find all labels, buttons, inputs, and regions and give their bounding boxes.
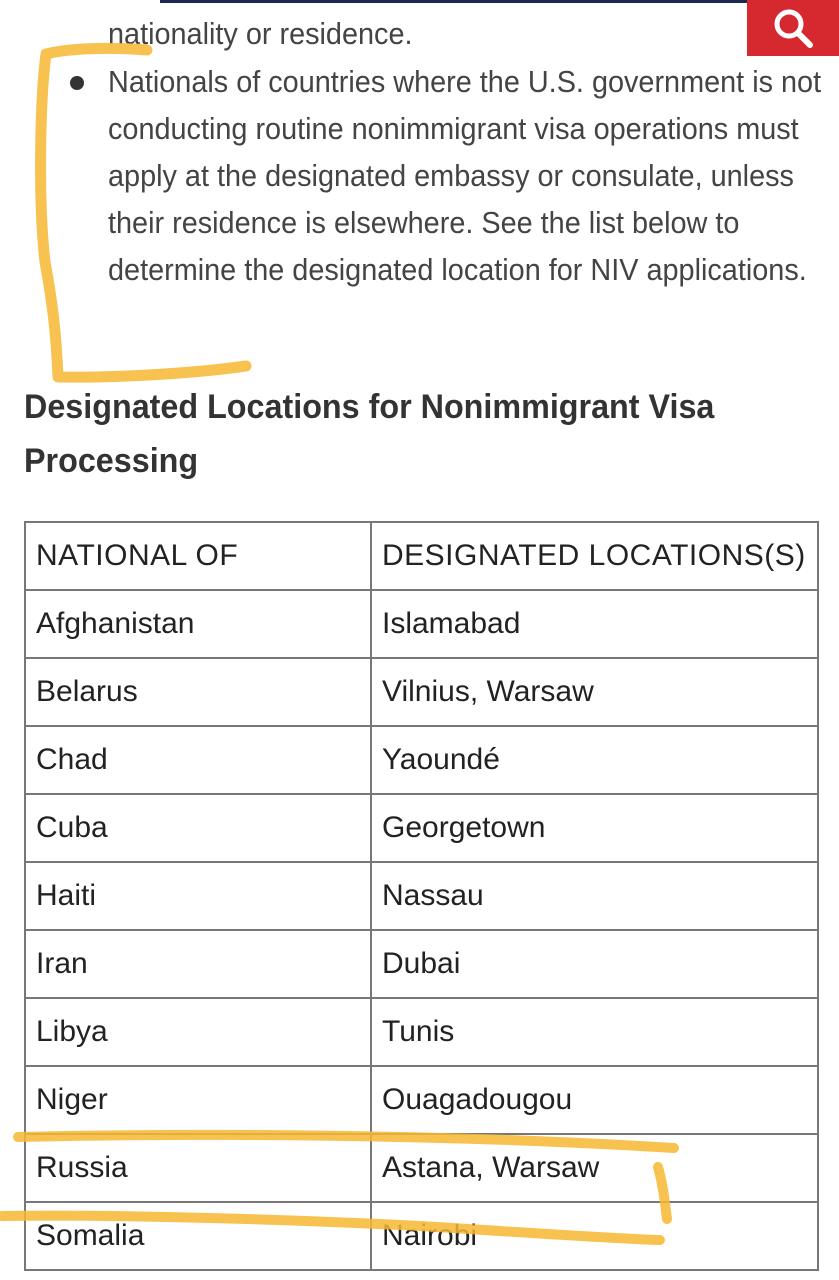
cell-nationality: Belarus <box>25 658 371 726</box>
table-row <box>25 930 818 998</box>
table-row <box>25 998 818 1066</box>
cell-location: Tunis <box>371 998 818 1066</box>
bullet-text: Nationals of countries where the U.S. government is not conducting routine nonimmigrant visa operations must apply at the designated embassy or consulate, unless their residence is elsewhere. See the list below to determine the designated location for NIV applications. <box>108 64 822 287</box>
cell-nationality: Afghanistan <box>25 590 371 658</box>
cell-nationality: Russia <box>25 1134 371 1202</box>
cell-nationality: Libya <box>25 998 371 1066</box>
cell-nationality: Iran <box>25 930 371 998</box>
cell-location: Islamabad <box>371 590 818 658</box>
cell-location: Astana, Warsaw <box>371 1134 818 1202</box>
bullet-item <box>0 58 822 293</box>
cell-location: Dubai <box>371 930 818 998</box>
cell-location: Ouagadougou <box>371 1066 818 1134</box>
cell-location: Vilnius, Warsaw <box>371 658 818 726</box>
cell-location: Nairobi <box>371 1202 818 1270</box>
table-row <box>25 1202 818 1270</box>
bullet-list <box>0 58 822 293</box>
search-button[interactable] <box>747 0 839 56</box>
cell-location: Yaoundé <box>371 726 818 794</box>
header-national-of: NATIONAL OF <box>25 522 371 590</box>
cell-nationality: Cuba <box>25 794 371 862</box>
cell-nationality: Niger <box>25 1066 371 1134</box>
header-rule <box>160 0 760 3</box>
table-row-highlighted <box>25 1134 818 1202</box>
table-row <box>25 726 818 794</box>
table-row <box>25 590 818 658</box>
cell-location: Nassau <box>371 862 818 930</box>
magnifier-icon <box>771 6 815 50</box>
table-header-row <box>25 522 818 590</box>
table-row <box>25 794 818 862</box>
text-fragment: nationality or residence. <box>108 16 413 51</box>
table-row <box>25 862 818 930</box>
bullet-marker <box>70 76 84 90</box>
table-row <box>25 658 818 726</box>
cell-location: Georgetown <box>371 794 818 862</box>
cell-nationality: Haiti <box>25 862 371 930</box>
cell-nationality: Somalia <box>25 1202 371 1270</box>
table-row <box>25 1066 818 1134</box>
section-title: Designated Locations for Nonimmigrant Visa Processing <box>24 388 715 480</box>
designated-locations-table <box>24 521 819 1271</box>
cell-nationality: Chad <box>25 726 371 794</box>
header-designated-locations: DESIGNATED LOCATIONS(S) <box>371 522 818 590</box>
